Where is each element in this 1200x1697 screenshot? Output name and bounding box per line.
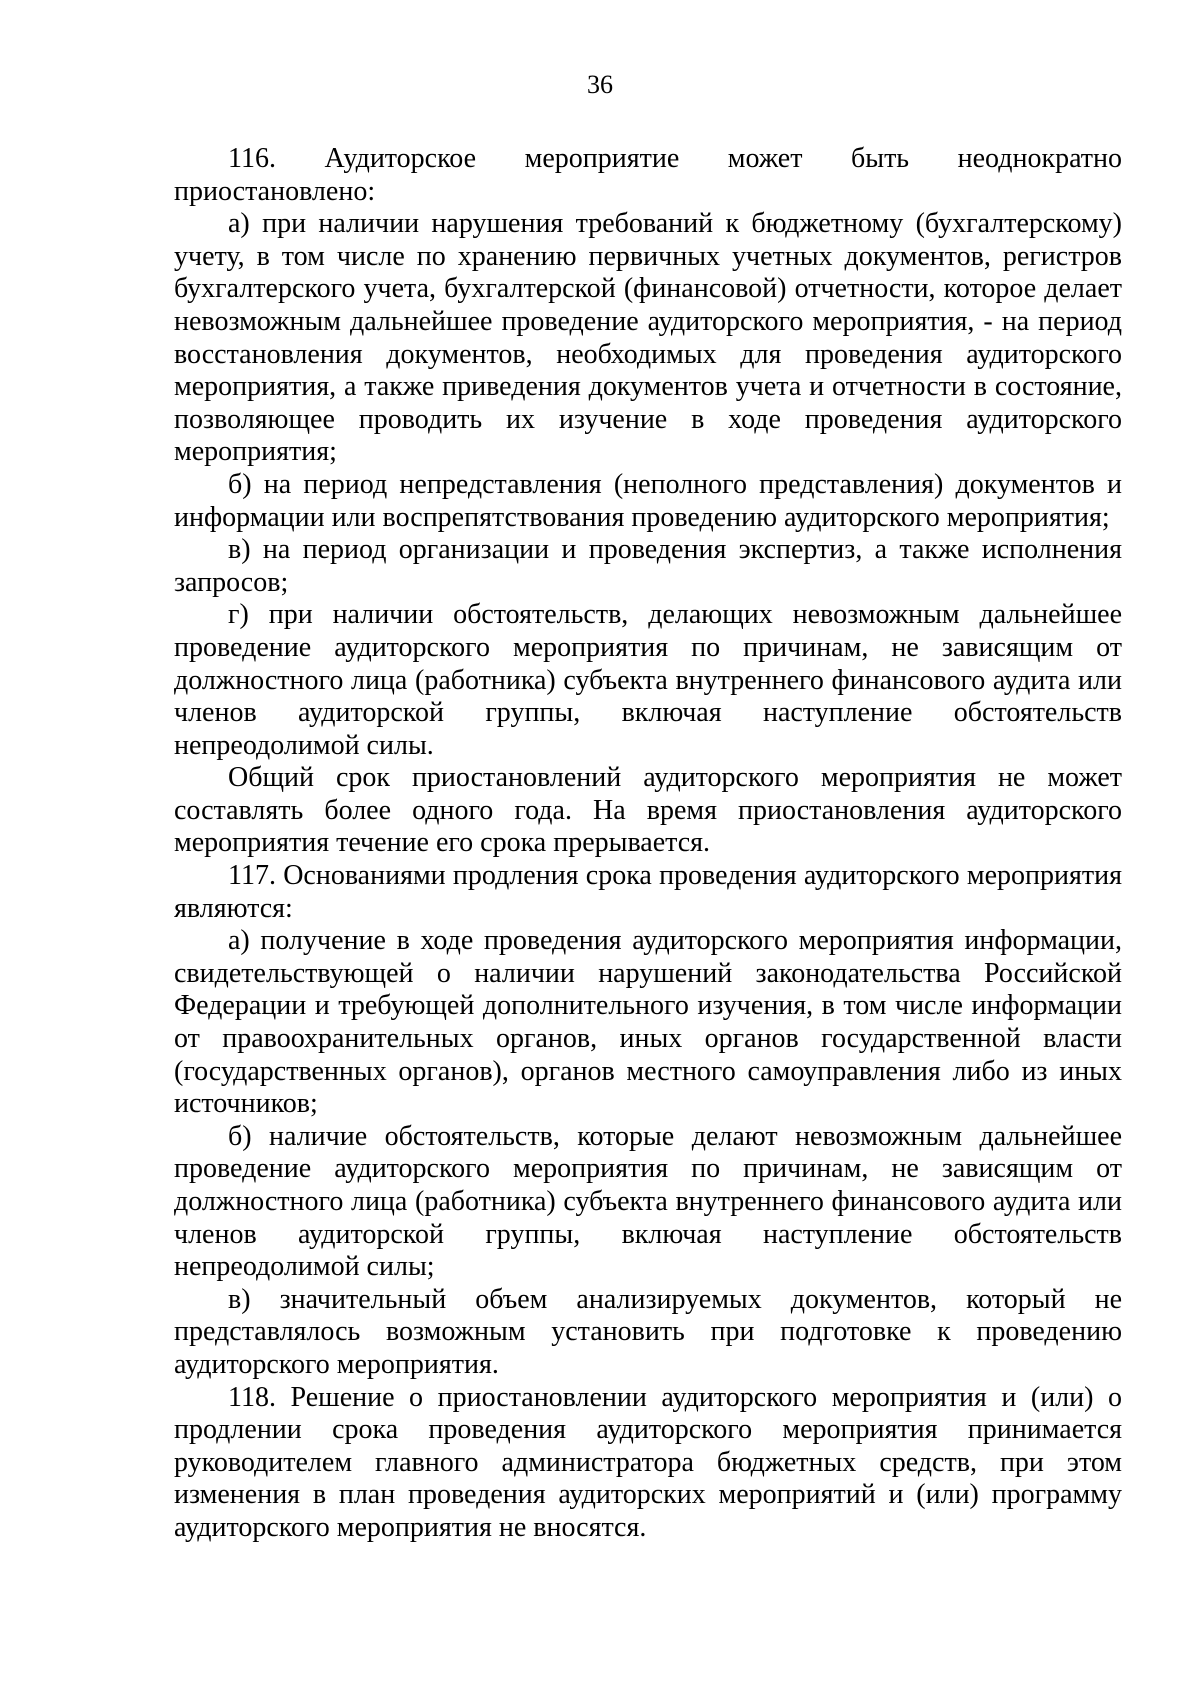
paragraph-117: 117. Основаниями продления срока проведения аудиторского мероприятия являются: (174, 860, 1122, 924)
paragraph-117-b: б) наличие обстоятельств, которые делают невозможным дальнейшее проведение аудиторского мероприятия по причинам, не зависящим от должностного лица (работника) субъекта внутреннего финансового аудита или членов аудиторской группы, включая наступление обстоятельств непреодолимой силы; (174, 1120, 1122, 1283)
paragraph-116-v: в) на период организации и проведения экспертиз, а также исполнения запросов; (174, 534, 1122, 598)
paragraph-116-b: б) на период непредставления (неполного представления) документов и информации или воспрепятствования проведению аудиторского мероприятия; (174, 468, 1122, 533)
paragraph-116-a: а) при наличии нарушения требований к бюджетному (бухгалтерскому) учету, в том числе по хранению первичных учетных документов, регистров бухгалтерского учета, бухгалтерской (финансовой) отчетности, которое делает невозможным дальнейшее проведение аудиторского мероприятия, - на период восстановления документов, необходимых для проведения аудиторского мероприятия, а также приведения документов учета и отчетности в состояние, позволяющее проводить их изучение в ходе проведения аудиторского мероприятия; (174, 208, 1122, 468)
paragraph-117-v: в) значительный объем анализируемых документов, который не представлялось возможным установить при подготовке к проведению аудиторского мероприятия. (174, 1283, 1122, 1380)
paragraph-118: 118. Решение о приостановлении аудиторского мероприятия и (или) о продлении срока проведения аудиторского мероприятия принимается руководителем главного администратора бюджетных средств, при этом изменения в план проведения аудиторских мероприятий и (или) программу аудиторского мероприятия не вносятся. (174, 1381, 1122, 1543)
paragraph-suspension-term: Общий срок приостановлений аудиторского мероприятия не может составлять более одного года. На время приостановления аудиторского мероприятия течение его срока прерывается. (174, 762, 1122, 859)
paragraph-116-g: г) при наличии обстоятельств, делающих невозможным дальнейшее проведение аудиторского мероприятия по причинам, не зависящим от должностного лица (работника) субъекта внутреннего финансового аудита или членов аудиторской группы, включая наступление обстоятельств непреодолимой силы. (174, 599, 1122, 761)
page-number: 36 (587, 70, 613, 99)
paragraph-117-a: а) получение в ходе проведения аудиторского мероприятия информации, свидетельствующей о наличии нарушений законодательства Российской Федерации и требующей дополнительного изучения, в том числе информации от правоохранительных органов, иных органов государственной власти (государственных органов), органов местного самоуправления либо из иных источников; (174, 925, 1122, 1120)
paragraph-116: 116. Аудиторское мероприятие может быть неоднократно приостановлено: (174, 143, 1122, 207)
document-body (174, 143, 1122, 1545)
